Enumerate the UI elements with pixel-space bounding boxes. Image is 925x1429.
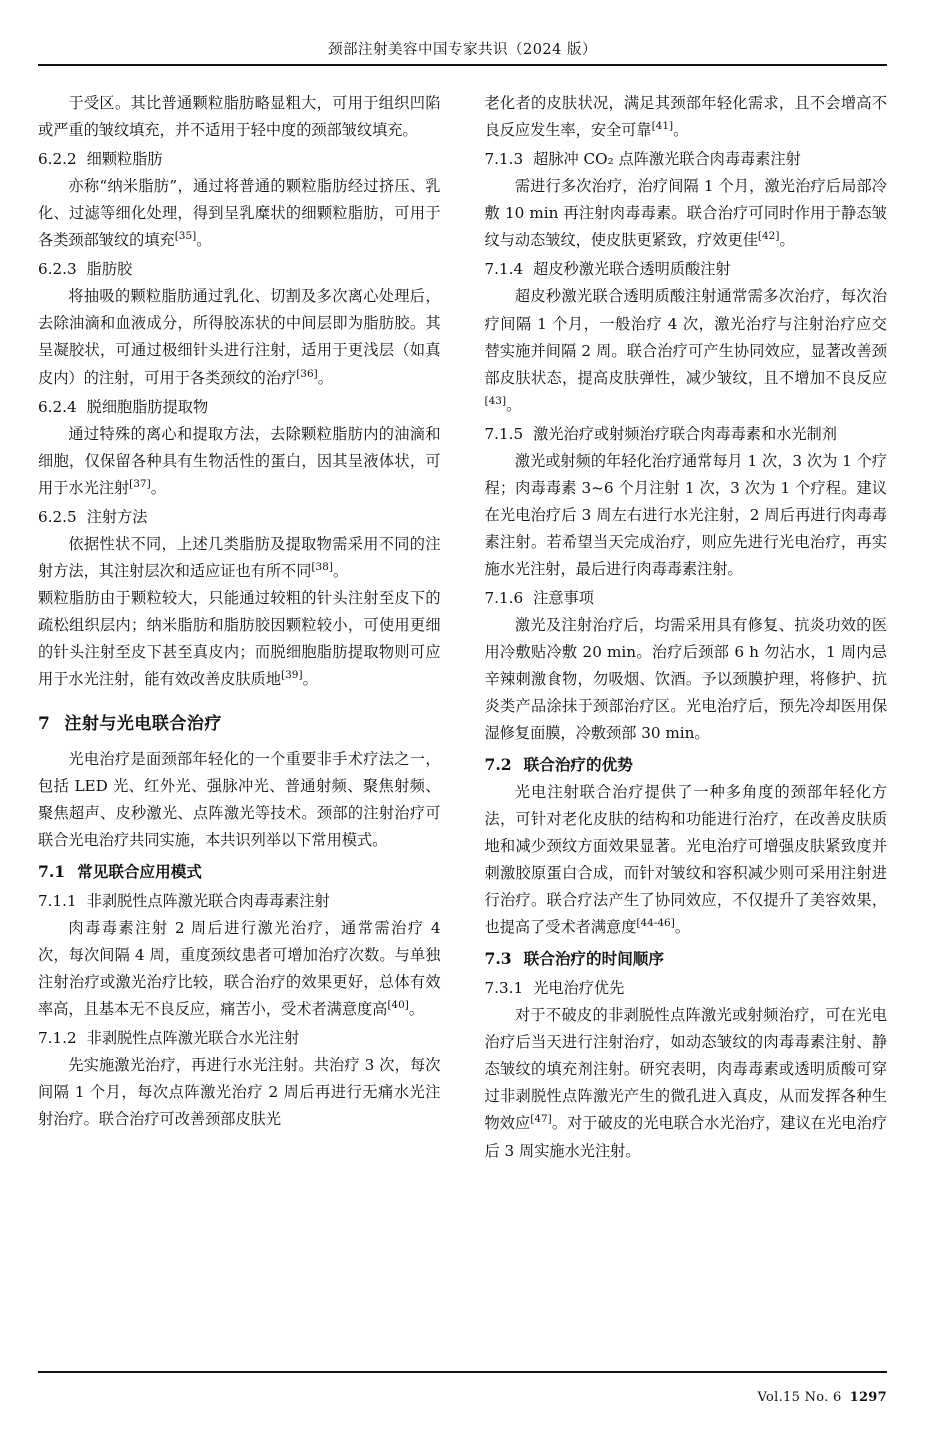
paragraph-tail: 。 xyxy=(408,999,425,1018)
paragraph-text: 超皮秒激光联合透明质酸注射通常需多次治疗，每次治疗间隔 1 个月，一般治疗 4 次，激光治疗与注射治疗应交替实施并间隔 2 周。联合治疗可产生协同效应，显著改善颈部皮肤状态，提高皮肤弹性，减少皱纹，且不增加不良反应 xyxy=(484,287,887,387)
body-paragraph xyxy=(485,779,888,941)
section-number: 7.3.1 xyxy=(484,979,524,998)
volume-issue: Vol.15 No. 6 xyxy=(757,1390,842,1405)
section-heading-3 xyxy=(38,888,441,915)
paragraph-text: 老化者的皮肤状况，满足其颈部年轻化需求，且不会增高不良反应发生率，安全可靠 xyxy=(484,94,887,140)
body-paragraph xyxy=(38,1052,441,1133)
section-title: 非剥脱性点阵激光联合水光注射 xyxy=(86,1028,300,1047)
paragraph-tail: 。对于破皮的光电联合水光治疗，建议在光电治疗后 3 周实施水光注射。 xyxy=(484,1114,888,1160)
reference-marker[interactable]: [42] xyxy=(757,230,780,243)
body-paragraph xyxy=(485,448,888,583)
section-heading-3 xyxy=(38,256,441,283)
body-paragraph xyxy=(38,173,441,254)
reference-marker[interactable]: [37] xyxy=(129,477,151,490)
section-heading-2 xyxy=(485,945,888,973)
footer-rule xyxy=(38,1371,887,1373)
reference-marker[interactable]: [36] xyxy=(296,367,318,380)
reference-marker[interactable]: [41] xyxy=(651,120,674,133)
section-number: 7 xyxy=(38,714,51,735)
section-number: 7.3 xyxy=(484,949,512,969)
paragraph-text: 光电治疗是面颈部年轻化的一个重要非手术疗法之一，包括 LED 光、红外光、强脉冲光、普通射频、聚焦射频、聚焦超声、皮秒激光、点阵激光等技术。颈部的注射治疗可联合光电治疗共同实施，本共识列举以下常用模式。 xyxy=(38,749,441,849)
paragraph-tail: 。 xyxy=(150,478,166,497)
section-heading-3 xyxy=(485,146,888,173)
paragraph-text: 激光及注射治疗后，均需采用具有修复、抗炎功效的医用冷敷贴冷敷 20 min。治疗后颈部 6 h 勿沾水，1 周内忌辛辣刺激食物，勿吸烟、饮酒。予以颈膜护理，将修护、抗炎类产品涂抹于颈部治疗区。光电治疗后，预先冷却医用保湿修复面膜，冷敷颈部 30 min。 xyxy=(484,616,887,743)
reference-marker[interactable]: [47] xyxy=(530,1113,552,1126)
section-number: 7.1.4 xyxy=(484,260,524,279)
paragraph-text: 将抽吸的颗粒脂肪通过乳化、切割及多次离心处理后，去除油滴和血液成分，所得胶冻状的中间层即为脂肪胶。其呈凝胶状，可通过极细针头进行注射，适用于更浅层（如真皮内）的注射，可用于各类颈纹的治疗 xyxy=(38,287,441,387)
section-title: 联合治疗的优势 xyxy=(523,755,633,775)
paragraph-text: 于受区。其比普通颗粒脂肪略显粗大，可用于组织凹陷或严重的皱纹填充，并不适用于轻中度的颈部皱纹填充。 xyxy=(38,94,441,140)
reference-marker[interactable]: [40] xyxy=(387,998,409,1011)
paragraph-text: 颗粒脂肪由于颗粒较大，只能通过较粗的针头注射至皮下的疏松组织层内；纳米脂肪和脂肪胶因颗粒较小，可使用更细的针头注射至皮下甚至真皮内；而脱细胞脂肪提取物则可应用于水光注射，能有效改善皮肤质地 xyxy=(38,589,441,689)
paragraph-text: 需进行多次治疗，治疗间隔 1 个月，激光治疗后局部冷敷 10 min 再注射肉毒毒素。联合治疗可同时作用于静态皱纹与动态皱纹，使皮肤更紧致，疗效更佳 xyxy=(484,177,887,250)
section-title: 非剥脱性点阵激光联合肉毒毒素注射 xyxy=(86,891,330,910)
body-paragraph xyxy=(485,1002,888,1164)
section-title: 细颗粒脂肪 xyxy=(86,150,163,169)
paragraph-text: 亦称“纳米脂肪”，通过将普通的颗粒脂肪经过挤压、乳化、过滤等细化处理，得到呈乳糜状的细颗粒脂肪，可用于各类颈部皱纹的填充 xyxy=(38,177,441,250)
section-title: 激光治疗或射频治疗联合肉毒毒素和水光制剂 xyxy=(533,424,837,443)
section-number: 6.2.3 xyxy=(38,260,77,279)
paragraph-tail: 。 xyxy=(506,395,522,414)
reference-marker[interactable]: [38] xyxy=(311,560,333,573)
paragraph-text: 依据性状不同，上述几类脂肪及提取物需采用不同的注射方法，其注射层次和适应证也有所不同 xyxy=(38,534,441,581)
body-paragraph xyxy=(38,283,441,391)
section-number: 7.1.3 xyxy=(484,150,524,169)
section-heading-3 xyxy=(485,256,888,283)
paragraph-tail: 。 xyxy=(673,121,689,140)
paragraph-tail: 。 xyxy=(196,231,212,250)
paragraph-text: 光电注射联合治疗提供了一种多角度的颈部年轻化方法，可针对老化皮肤的结构和功能进行治疗，在改善皮肤质地和减少颈纹方面效果显著。光电治疗可增强皮肤紧致度并刺激胶原蛋白合成，而针对皱纹和容积减少则可采用注射进行治疗。联合疗法产生了协同效应，不仅提升了美容效果，也提高了受术者满意度 xyxy=(484,783,887,937)
section-number: 7.2 xyxy=(484,755,512,775)
section-number: 6.2.5 xyxy=(38,507,77,526)
reference-marker[interactable]: [35] xyxy=(174,230,197,243)
header-rule xyxy=(38,64,887,66)
page-footer xyxy=(758,1390,888,1405)
section-heading-3 xyxy=(38,504,441,531)
section-heading-1 xyxy=(38,709,441,739)
body-paragraph xyxy=(485,283,888,418)
reference-marker[interactable]: [43] xyxy=(484,394,507,407)
section-heading-3 xyxy=(38,146,441,173)
body-paragraph xyxy=(38,90,441,144)
section-title: 脂肪胶 xyxy=(86,260,133,279)
paragraph-tail: 。 xyxy=(779,231,795,250)
body-paragraph xyxy=(38,915,441,1023)
body-paragraph xyxy=(38,746,441,854)
section-title: 注射与光电联合治疗 xyxy=(64,714,222,735)
section-title: 光电治疗优先 xyxy=(533,979,625,998)
section-heading-3 xyxy=(485,421,888,448)
reference-marker[interactable]: [44-46] xyxy=(636,917,675,930)
section-title: 常见联合应用模式 xyxy=(77,861,202,881)
section-heading-3 xyxy=(485,585,888,612)
reference-marker[interactable]: [39] xyxy=(281,669,303,682)
body-paragraph xyxy=(485,90,888,144)
paragraph-tail: 。 xyxy=(332,562,349,581)
section-title: 超皮秒激光联合透明质酸注射 xyxy=(533,260,731,279)
body-paragraph xyxy=(485,612,888,747)
running-head: 颈部注射美容中国专家共识（2024 版） xyxy=(327,42,597,58)
paragraph-text: 先实施激光治疗，再进行水光注射。共治疗 3 次，每次间隔 1 个月，每次点阵激光治疗 2 周后再进行无痛水光注射治疗。联合治疗可改善颈部皮肤光 xyxy=(38,1055,441,1128)
body-paragraph xyxy=(38,421,441,502)
body-paragraph xyxy=(38,585,441,693)
section-number: 7.1 xyxy=(38,861,66,881)
section-heading-3 xyxy=(485,975,888,1002)
paragraph-tail: 。 xyxy=(317,368,333,387)
section-heading-3 xyxy=(38,394,441,421)
section-number: 7.1.2 xyxy=(38,1028,77,1047)
section-title: 注射方法 xyxy=(86,507,148,526)
section-number: 7.1.5 xyxy=(484,424,524,443)
left-column xyxy=(38,90,441,1360)
paragraph-text: 通过特殊的离心和提取方法，去除颗粒脂肪内的油滴和细胞，仅保留各种具有生物活性的蛋白，因其呈液体状，可用于水光注射 xyxy=(38,424,441,497)
section-number: 7.1.6 xyxy=(484,589,524,608)
right-column xyxy=(485,90,888,1360)
paragraph-text: 激光或射频的年轻化治疗通常每月 1 次，3 次为 1 个疗程；肉毒毒素 3~6 个月注射 1 次，3 次为 1 个疗程。建议在光电治疗后 3 周左右进行水光注射，2 周后再进行肉毒毒素注射。若希望当天完成治疗，则应先进行光电治疗，再实施水光注射，最后进行肉毒毒素注射。 xyxy=(484,451,887,578)
section-title: 联合治疗的时间顺序 xyxy=(523,949,664,969)
section-title: 超脉冲 CO₂ 点阵激光联合肉毒毒素注射 xyxy=(533,150,801,169)
body-paragraph xyxy=(38,531,441,585)
section-heading-2 xyxy=(38,858,441,886)
section-title: 脱细胞脂肪提取物 xyxy=(86,397,209,416)
paragraph-text: 对于不破皮的非剥脱性点阵激光或射频治疗，可在光电治疗后当天进行注射治疗，如动态皱纹的肉毒毒素注射、静态皱纹的填充剂注射。研究表明，肉毒毒素或透明质酸可穿过非剥脱性点阵激光产生的微孔进入真皮，从而发挥各种生物效应 xyxy=(484,1006,887,1133)
section-number: 6.2.2 xyxy=(38,150,77,169)
section-title: 注意事项 xyxy=(533,589,594,608)
section-heading-3 xyxy=(38,1025,441,1052)
page-number: 1297 xyxy=(849,1390,887,1405)
section-heading-2 xyxy=(485,751,888,779)
two-column-body xyxy=(38,90,887,1360)
section-number: 7.1.1 xyxy=(38,891,77,910)
paragraph-tail: 。 xyxy=(674,918,691,937)
paragraph-text: 肉毒毒素注射 2 周后进行激光治疗，通常需治疗 4 次，每次间隔 4 周，重度颈纹患者可增加治疗次数。与单独注射治疗或激光治疗比较，联合治疗的效果更好，总体有效率高，且基本无不良反应，痛苦小，受术者满意度高 xyxy=(38,918,441,1018)
section-number: 6.2.4 xyxy=(38,397,77,416)
body-paragraph xyxy=(485,173,888,254)
paragraph-tail: 。 xyxy=(302,670,318,689)
